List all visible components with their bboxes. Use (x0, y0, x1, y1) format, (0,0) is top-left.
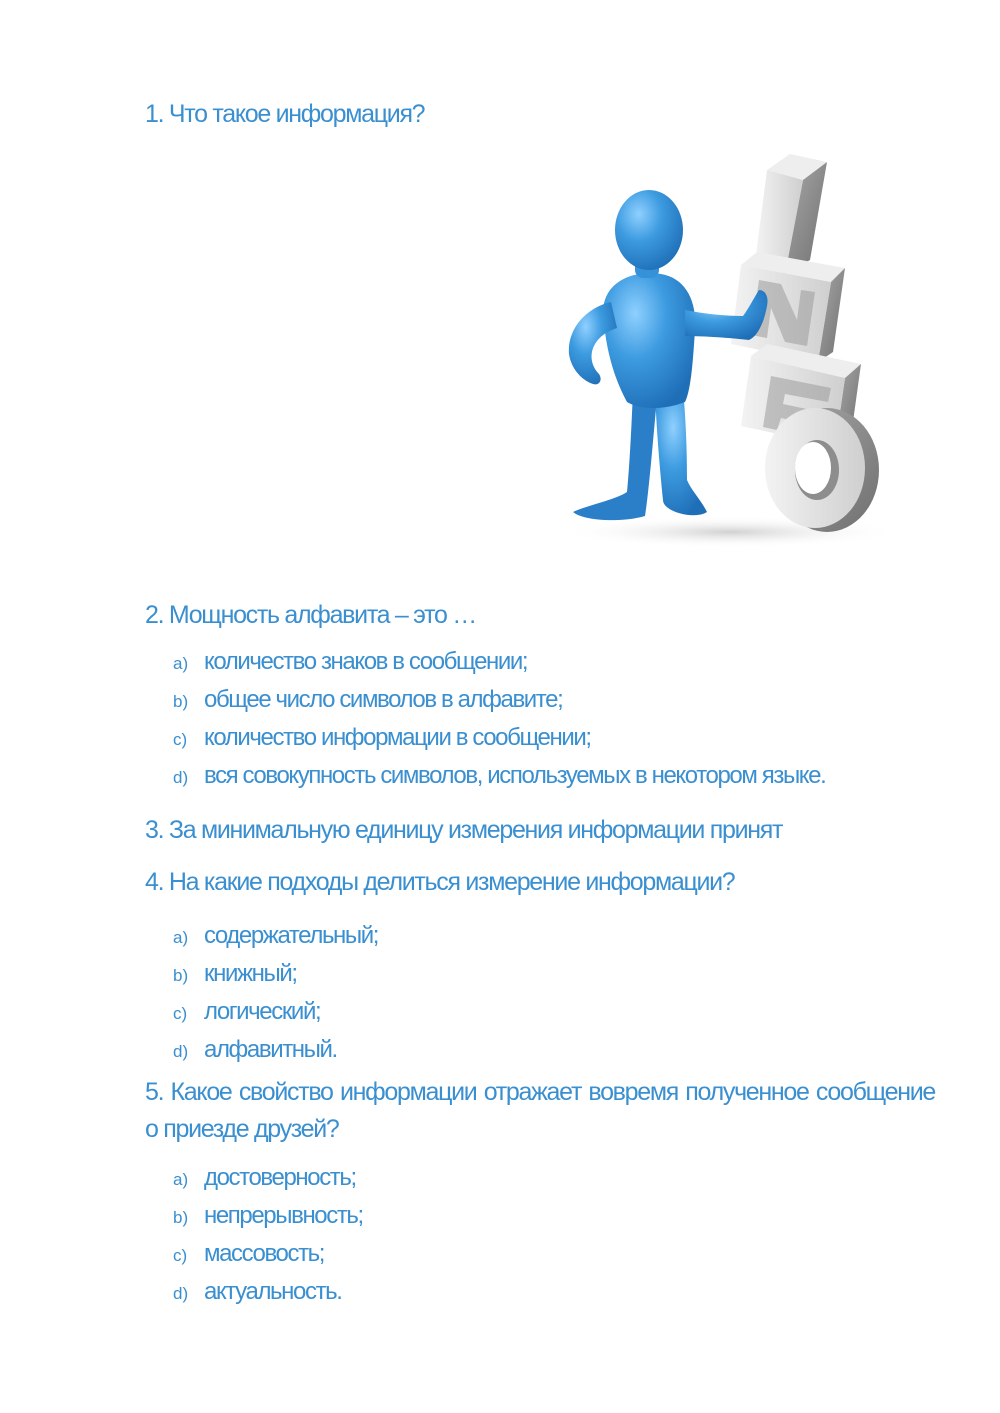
option-5b[interactable]: b) непрерывность; (173, 1202, 363, 1229)
question-2-options (173, 647, 825, 799)
letter-n (731, 252, 845, 362)
question-5-options (173, 1163, 363, 1315)
option-4c[interactable]: c) логический; (173, 998, 321, 1025)
option-2c[interactable]: c) количество информации в сообщении; (173, 724, 591, 751)
option-2d[interactable]: d) вся совокупность символов, используемых в некотором языке. (173, 762, 826, 789)
question-4: 4. На какие подходы делиться измерение информации? (145, 868, 735, 896)
option-2a[interactable]: a) количество знаков в сообщении; (173, 648, 528, 675)
question-5: 5. Какое свойство информации отражает вовремя полученное сообщение о приезде друзей? (145, 1078, 935, 1143)
option-4a[interactable]: a) содержательный; (173, 922, 379, 949)
option-5d[interactable]: d) актуальность. (173, 1278, 342, 1305)
letter-o (765, 408, 879, 532)
blue-figure (569, 190, 768, 520)
info-letters (731, 154, 879, 532)
question-1: 1. Что такое информация? (145, 100, 425, 128)
option-5a[interactable]: a) достоверность; (173, 1164, 356, 1191)
question-3: 3. За минимальную единицу измерения информации принят (145, 816, 783, 844)
option-2b[interactable]: b) общее число символов в алфавите; (173, 686, 563, 713)
option-5c[interactable]: c) массовость; (173, 1240, 325, 1267)
person-leaning-on-info-letters-icon (545, 140, 890, 550)
question-4-options (173, 921, 378, 1073)
option-4d[interactable]: d) алфавитный. (173, 1036, 337, 1063)
question-2: 2. Мощность алфавита – это … (145, 601, 476, 629)
option-4b[interactable]: b) книжный; (173, 960, 297, 987)
